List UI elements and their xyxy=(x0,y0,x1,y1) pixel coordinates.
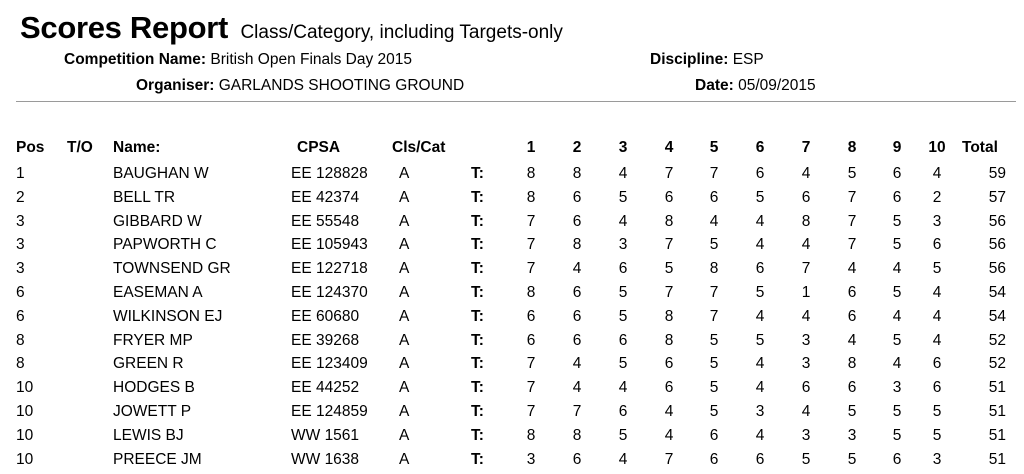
table-row xyxy=(0,165,1024,188)
row-stand-score: 4 xyxy=(618,379,628,397)
row-stand-score: 4 xyxy=(755,426,765,444)
row-stand-score: 5 xyxy=(664,260,674,278)
row-stand-score: 5 xyxy=(847,450,857,468)
row-total: 54 xyxy=(988,307,1006,325)
row-stand-score: 4 xyxy=(932,165,942,182)
row-stand-score: 6 xyxy=(618,331,628,349)
row-stand-score: 2 xyxy=(932,188,942,206)
row-stand-score: 6 xyxy=(932,355,942,373)
row-stand-score: 4 xyxy=(755,236,765,254)
row-total: 59 xyxy=(988,165,1006,182)
row-stand-score: 6 xyxy=(526,307,536,325)
row-cpsa: EE 44252 xyxy=(291,379,360,397)
row-targets-label: T: xyxy=(471,426,484,444)
row-cpsa: EE 122718 xyxy=(291,260,368,278)
row-total: 56 xyxy=(988,236,1006,254)
row-cpsa: WW 1561 xyxy=(291,426,360,444)
row-stand-score: 8 xyxy=(664,212,674,230)
competition-value: British Open Finals Day 2015 xyxy=(210,51,413,68)
organiser-label: Organiser: xyxy=(136,77,215,94)
row-stand-score: 6 xyxy=(847,284,857,301)
row-class: A xyxy=(399,212,410,230)
row-pos: 10 xyxy=(16,403,34,420)
row-stand-score: 6 xyxy=(572,450,582,468)
row-total: 56 xyxy=(988,212,1006,230)
row-name: WILKINSON EJ xyxy=(113,307,223,325)
row-stand-score: 7 xyxy=(526,260,536,278)
row-total: 51 xyxy=(988,426,1006,444)
date-label: Date: xyxy=(695,77,734,94)
table-row xyxy=(0,379,1024,402)
row-stand-score: 8 xyxy=(709,260,719,278)
row-class: A xyxy=(399,426,410,444)
row-stand-score: 6 xyxy=(709,450,719,468)
row-stand-score: 6 xyxy=(572,284,582,301)
row-name: LEWIS BJ xyxy=(113,426,184,444)
row-stand-score: 6 xyxy=(664,379,674,397)
row-stand-score: 6 xyxy=(709,188,719,206)
table-row xyxy=(0,308,1024,331)
row-stand-score: 5 xyxy=(932,260,942,278)
row-class: A xyxy=(399,284,410,301)
row-pos: 1 xyxy=(16,165,25,182)
row-stand-score: 6 xyxy=(847,379,857,397)
row-stand-score: 7 xyxy=(664,236,674,254)
row-cpsa: EE 39268 xyxy=(291,331,360,349)
row-total: 51 xyxy=(988,450,1006,468)
discipline-value: ESP xyxy=(732,51,764,68)
row-stand-score: 1 xyxy=(801,284,811,301)
row-total: 51 xyxy=(988,379,1006,397)
row-stand-score: 4 xyxy=(801,165,811,182)
header-to: T/O xyxy=(67,139,93,156)
row-stand-score: 4 xyxy=(847,331,857,349)
header-stand: 8 xyxy=(847,139,857,156)
row-name: PREECE JM xyxy=(113,450,202,468)
row-name: FRYER MP xyxy=(113,331,193,349)
row-stand-score: 4 xyxy=(847,260,857,278)
row-stand-score: 7 xyxy=(526,403,536,420)
row-stand-score: 4 xyxy=(572,355,582,373)
row-stand-score: 6 xyxy=(932,379,942,397)
row-stand-score: 4 xyxy=(755,307,765,325)
row-name: HODGES B xyxy=(113,379,195,397)
row-stand-score: 5 xyxy=(932,403,942,420)
organiser-line xyxy=(136,77,464,95)
header-clscat: Cls/Cat xyxy=(392,139,446,156)
row-cpsa: EE 55548 xyxy=(291,212,360,230)
row-pos: 6 xyxy=(16,307,25,325)
header-stand: 6 xyxy=(755,139,765,156)
row-stand-score: 4 xyxy=(572,379,582,397)
row-targets-label: T: xyxy=(471,284,484,301)
row-class: A xyxy=(399,403,410,420)
row-class: A xyxy=(399,307,410,325)
row-stand-score: 5 xyxy=(618,284,628,301)
row-stand-score: 8 xyxy=(664,307,674,325)
row-stand-score: 6 xyxy=(892,165,902,182)
row-total: 52 xyxy=(988,355,1006,373)
row-stand-score: 7 xyxy=(847,236,857,254)
row-pos: 10 xyxy=(16,426,34,444)
row-targets-label: T: xyxy=(471,450,484,468)
row-targets-label: T: xyxy=(471,212,484,230)
row-stand-score: 4 xyxy=(892,307,902,325)
row-stand-score: 7 xyxy=(709,307,719,325)
row-pos: 8 xyxy=(16,331,25,349)
row-stand-score: 7 xyxy=(526,355,536,373)
row-stand-score: 6 xyxy=(847,307,857,325)
row-total: 51 xyxy=(988,403,1006,420)
row-pos: 10 xyxy=(16,379,34,397)
row-stand-score: 5 xyxy=(847,403,857,420)
table-row xyxy=(0,189,1024,212)
row-stand-score: 5 xyxy=(755,188,765,206)
row-cpsa: EE 123409 xyxy=(291,355,368,373)
row-stand-score: 7 xyxy=(847,188,857,206)
header-stand: 1 xyxy=(526,139,536,156)
row-class: A xyxy=(399,165,410,182)
row-stand-score: 4 xyxy=(801,403,811,420)
row-stand-score: 7 xyxy=(801,260,811,278)
row-stand-score: 8 xyxy=(526,165,536,182)
organiser-value: GARLANDS SHOOTING GROUND xyxy=(218,77,465,94)
row-stand-score: 6 xyxy=(572,188,582,206)
row-stand-score: 6 xyxy=(892,188,902,206)
row-stand-score: 7 xyxy=(572,403,582,420)
row-stand-score: 4 xyxy=(755,212,765,230)
row-stand-score: 4 xyxy=(664,403,674,420)
row-stand-score: 4 xyxy=(801,236,811,254)
row-name: BELL TR xyxy=(113,188,176,206)
row-stand-score: 8 xyxy=(572,426,582,444)
header-cpsa: CPSA xyxy=(297,139,341,156)
row-name: JOWETT P xyxy=(113,403,192,420)
row-name: EASEMAN A xyxy=(113,284,203,301)
date-line xyxy=(695,77,816,95)
row-stand-score: 4 xyxy=(755,355,765,373)
row-stand-score: 7 xyxy=(664,165,674,182)
header-stand: 10 xyxy=(928,139,946,156)
row-stand-score: 8 xyxy=(572,165,582,182)
row-name: GREEN R xyxy=(113,355,184,373)
row-stand-score: 4 xyxy=(572,260,582,278)
table-row xyxy=(0,236,1024,259)
row-stand-score: 8 xyxy=(526,284,536,301)
row-class: A xyxy=(399,379,410,397)
table-row xyxy=(0,355,1024,378)
table-row xyxy=(0,451,1024,474)
row-targets-label: T: xyxy=(471,188,484,206)
row-stand-score: 3 xyxy=(618,236,628,254)
row-stand-score: 5 xyxy=(618,426,628,444)
row-stand-score: 6 xyxy=(801,188,811,206)
row-stand-score: 3 xyxy=(932,450,942,468)
row-stand-score: 4 xyxy=(801,307,811,325)
header-stand: 5 xyxy=(709,139,719,156)
discipline-line xyxy=(650,51,764,69)
row-stand-score: 6 xyxy=(664,188,674,206)
row-stand-score: 6 xyxy=(709,426,719,444)
row-stand-score: 6 xyxy=(755,450,765,468)
row-stand-score: 5 xyxy=(932,426,942,444)
row-total: 56 xyxy=(988,260,1006,278)
header-stand: 9 xyxy=(892,139,902,156)
row-pos: 3 xyxy=(16,260,25,278)
page-title: Scores Report xyxy=(20,10,228,45)
row-stand-score: 6 xyxy=(664,355,674,373)
row-stand-score: 6 xyxy=(892,450,902,468)
row-cpsa: EE 60680 xyxy=(291,307,360,325)
row-stand-score: 3 xyxy=(932,212,942,230)
row-stand-score: 7 xyxy=(526,236,536,254)
row-stand-score: 5 xyxy=(892,212,902,230)
row-stand-score: 5 xyxy=(709,355,719,373)
row-stand-score: 5 xyxy=(755,284,765,301)
row-stand-score: 7 xyxy=(664,450,674,468)
row-targets-label: T: xyxy=(471,165,484,182)
row-class: A xyxy=(399,450,410,468)
header-total: Total xyxy=(962,139,998,156)
row-class: A xyxy=(399,236,410,254)
row-stand-score: 3 xyxy=(755,403,765,420)
row-stand-score: 8 xyxy=(526,188,536,206)
row-total: 57 xyxy=(988,188,1006,206)
row-pos: 10 xyxy=(16,450,34,468)
row-cpsa: EE 42374 xyxy=(291,188,360,206)
row-cpsa: EE 105943 xyxy=(291,236,368,254)
row-stand-score: 6 xyxy=(755,260,765,278)
table-row xyxy=(0,403,1024,426)
row-stand-score: 4 xyxy=(932,284,942,301)
header-pos: Pos xyxy=(16,139,45,156)
row-cpsa: EE 124370 xyxy=(291,284,368,301)
row-stand-score: 7 xyxy=(847,212,857,230)
row-pos: 3 xyxy=(16,212,25,230)
header-stand: 4 xyxy=(664,139,674,156)
row-pos: 2 xyxy=(16,188,25,206)
row-cpsa: EE 128828 xyxy=(291,165,368,182)
row-stand-score: 7 xyxy=(526,212,536,230)
row-class: A xyxy=(399,188,410,206)
row-stand-score: 6 xyxy=(526,331,536,349)
row-stand-score: 4 xyxy=(618,165,628,182)
header-stand: 3 xyxy=(618,139,628,156)
row-stand-score: 5 xyxy=(892,236,902,254)
header-stand: 7 xyxy=(801,139,811,156)
row-stand-score: 6 xyxy=(618,260,628,278)
row-targets-label: T: xyxy=(471,236,484,254)
row-stand-score: 4 xyxy=(709,212,719,230)
row-stand-score: 6 xyxy=(932,236,942,254)
row-cpsa: WW 1638 xyxy=(291,450,360,468)
row-stand-score: 7 xyxy=(526,379,536,397)
header-name: Name: xyxy=(113,139,161,156)
row-stand-score: 4 xyxy=(932,331,942,349)
row-stand-score: 5 xyxy=(618,307,628,325)
row-stand-score: 4 xyxy=(932,307,942,325)
row-stand-score: 7 xyxy=(709,284,719,301)
table-row xyxy=(0,332,1024,355)
row-stand-score: 4 xyxy=(892,260,902,278)
row-targets-label: T: xyxy=(471,403,484,420)
row-name: PAPWORTH C xyxy=(113,236,217,254)
row-stand-score: 5 xyxy=(755,331,765,349)
row-stand-score: 4 xyxy=(618,212,628,230)
row-stand-score: 5 xyxy=(801,450,811,468)
row-stand-score: 8 xyxy=(664,331,674,349)
row-stand-score: 6 xyxy=(572,331,582,349)
row-class: A xyxy=(399,331,410,349)
row-name: GIBBARD W xyxy=(113,212,202,230)
row-stand-score: 4 xyxy=(618,450,628,468)
row-cpsa: EE 124859 xyxy=(291,403,368,420)
row-stand-score: 5 xyxy=(618,188,628,206)
row-name: BAUGHAN W xyxy=(113,165,209,182)
row-stand-score: 3 xyxy=(892,379,902,397)
table-row xyxy=(0,427,1024,450)
row-targets-label: T: xyxy=(471,307,484,325)
row-stand-score: 5 xyxy=(709,236,719,254)
row-stand-score: 6 xyxy=(801,379,811,397)
row-stand-score: 7 xyxy=(664,284,674,301)
row-stand-score: 8 xyxy=(847,355,857,373)
row-stand-score: 5 xyxy=(709,379,719,397)
row-pos: 3 xyxy=(16,236,25,254)
header-divider xyxy=(16,101,1016,102)
row-pos: 6 xyxy=(16,284,25,301)
row-stand-score: 8 xyxy=(572,236,582,254)
row-pos: 8 xyxy=(16,355,25,373)
row-class: A xyxy=(399,260,410,278)
row-stand-score: 4 xyxy=(664,426,674,444)
discipline-label: Discipline: xyxy=(650,51,729,68)
row-stand-score: 5 xyxy=(709,331,719,349)
row-stand-score: 6 xyxy=(572,307,582,325)
row-stand-score: 5 xyxy=(892,426,902,444)
row-targets-label: T: xyxy=(471,260,484,278)
row-stand-score: 5 xyxy=(892,331,902,349)
row-stand-score: 3 xyxy=(801,426,811,444)
row-stand-score: 6 xyxy=(572,212,582,230)
row-stand-score: 5 xyxy=(892,284,902,301)
row-stand-score: 4 xyxy=(755,379,765,397)
table-row xyxy=(0,284,1024,307)
header-stand: 2 xyxy=(572,139,582,156)
row-stand-score: 4 xyxy=(892,355,902,373)
row-stand-score: 5 xyxy=(892,403,902,420)
row-stand-score: 6 xyxy=(755,165,765,182)
row-targets-label: T: xyxy=(471,355,484,373)
row-stand-score: 8 xyxy=(526,426,536,444)
row-class: A xyxy=(399,355,410,373)
report-title-line xyxy=(20,10,563,46)
row-stand-score: 3 xyxy=(801,355,811,373)
date-value: 05/09/2015 xyxy=(738,77,816,94)
row-targets-label: T: xyxy=(471,379,484,397)
row-stand-score: 5 xyxy=(618,355,628,373)
row-targets-label: T: xyxy=(471,331,484,349)
page-subtitle: Class/Category, including Targets-only xyxy=(240,22,563,43)
row-stand-score: 3 xyxy=(526,450,536,468)
row-stand-score: 6 xyxy=(618,403,628,420)
row-stand-score: 3 xyxy=(847,426,857,444)
row-stand-score: 5 xyxy=(709,403,719,420)
row-total: 54 xyxy=(988,284,1006,301)
row-stand-score: 7 xyxy=(709,165,719,182)
row-stand-score: 8 xyxy=(801,212,811,230)
row-name: TOWNSEND GR xyxy=(113,260,231,278)
table-row xyxy=(0,260,1024,283)
row-stand-score: 3 xyxy=(801,331,811,349)
row-total: 52 xyxy=(988,331,1006,349)
table-row xyxy=(0,213,1024,236)
competition-label: Competition Name: xyxy=(64,51,207,68)
competition-line xyxy=(64,51,412,69)
row-stand-score: 5 xyxy=(847,165,857,182)
